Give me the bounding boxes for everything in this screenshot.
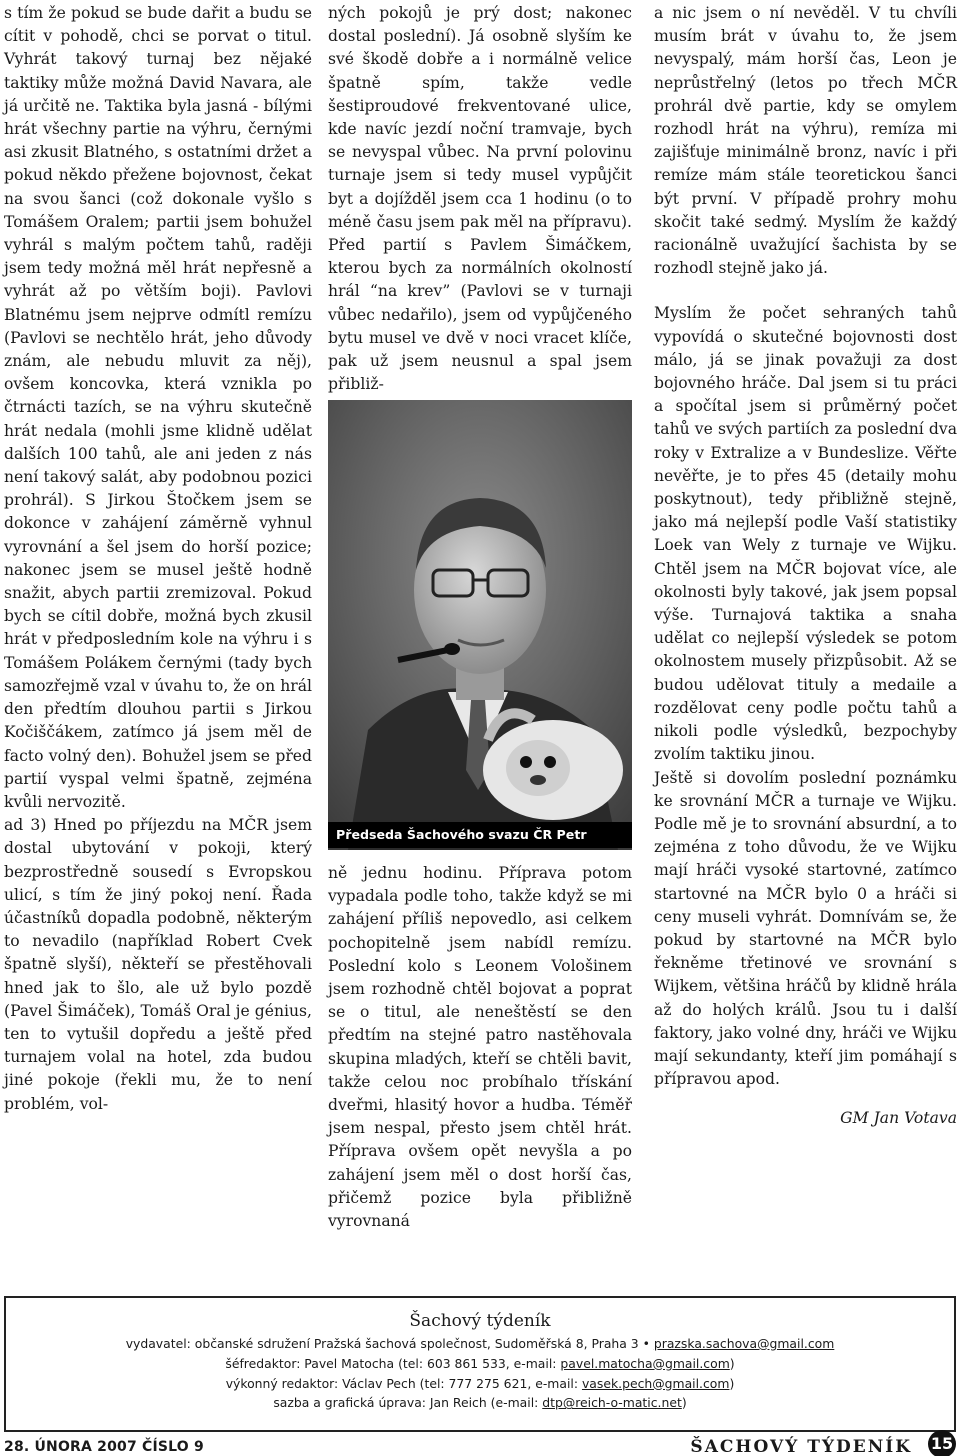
article-paragraph: ně jednu hodinu. Příprava potom vypadala podle toho, takže když se mi zahájení příliš nepovedlo, asi celkem pochopitelně jsem nabídl remízu. Poslední kolo s Leonem Vološinem jsem rozhodně chtěl bojovat a poprat se o titul, ale neneštěstí se den předtím na stejné patro nastěhovala skupina mladých, kteří se chtěli bavit, takže celou noc probíhalo třískání dveřmi, hlasitý hovor a hudba. Téměř jsem nespal, přesto jsem chtěl hrát. Příprava ovšem opět nevyšla a po zahájení jsem měl o dost horší čas, přičemž pozice byla přibližně vyrovnaná <box>328 864 632 1231</box>
typesetting-line <box>6 1393 954 1413</box>
author-signature: GM Jan Votava <box>840 1109 957 1128</box>
paren-close: ) <box>729 1355 735 1371</box>
publisher-line <box>6 1334 954 1354</box>
issue-date: 28. ÚNORA 2007 ČÍSLO 9 <box>4 1439 204 1455</box>
article-column-2-bottom <box>328 862 632 1262</box>
article-column-2-top <box>328 2 632 396</box>
executive-editor-line <box>6 1374 954 1394</box>
editor-email-link[interactable]: pavel.matocha@gmail.com <box>560 1355 730 1371</box>
portrait-photo <box>328 400 632 850</box>
portrait-illustration <box>328 400 632 850</box>
paren-close: ) <box>729 1375 735 1391</box>
paren-close: ) <box>681 1395 687 1411</box>
article-paragraph: Myslím že počet sehraných tahů vypovídá o skutečné bojovnosti dost málo, já se jinak považuji za dost bojovného hráče. Dal jsem si tu práci a spočítal jsem si průměrný počet tahů ve svých partiích za poslední dva roky v Extralize a v Bundeslize. Věřte nevěřte, je to přes 45 (detaily mohu poskytnout), tedy přibližně stejně, jako má nejlepší podle Vaší statistiky Loek van Wely z turnaje ve Wijku. Chtěl jsem na MČR bojovat více, ale okolnosti byly takové, jak jsem popsal výše. Turnajová taktika a snaha udělat co nejlepší výsledek se potom okolnostem musely přizpůsobit. Až se budou udělovat tituly a medaile a rozdělovat ceny podle počtu tahů a nikoli podle výsledků, bezpochyby zvolím taktiku jinou. <box>654 304 957 764</box>
article-paragraph: s tím že pokud se bude dařit a budu se cítit v pohodě, chci se porvat o titul. Vyhrát takový turnaj bez nějaké taktiky může možná David Navara, ale já určitě ne. Taktika byla jasná - bílými hrát všechny partie na výhru, černými asi zkusit Blatného, s ostatními držet a pokud někdo přežene bojovnost, čekat na svou šanci (což dokonale vyšlo s Tomášem Oralem; partii jsem bohužel vyhrál s malým počtem tahů, raději jsem tedy možná měl hrát nepřesně a vyhrát až po větším boji). Pavlovi Blatnému jsem nejprve odmítl remízu (Pavlovi se nechtělo hrát, jeho důvody znám, ale nebudu mluvit za něj), ovšem koncovka, která vznikla po čtrnácti tazích, se na výhru skutečně hrát nedala (mohli jsme klidně udělat dalších 100 tahů, ale ani jeden z nás není takový salát, aby podobnou pozici prohrál). S Jirkou Štočkem jsem se dokonce v zahájení záměrně vyhnul vyrovnání a šel jsem do horší pozice; nakonec jsem se musel ještě hodně snažit, abych partii zremizoval. Pokud bych se cítil dobře, možná bych zkusil hrát v předposledním kole na výhru i s Tomášem Polákem černými (tady bych samozřejmě vzal v úvahu to, že on hrál den předtím dlouhou partii s Jirkou Kočiščákem, zatímco já jsem měl de facto volný den). Bohužel jsem se před partií vyspal velmi špatně, zejména kvůli nervozitě. <box>4 4 312 811</box>
article-paragraph: ad 3) Hned po příjezdu na MČR jsem dostal ubytování v pokoji, který bezprostředně sousedí s Evropskou ulicí, s tím že jiný pokoj není. Řada účastníků dopadla podobně, některým to nevadilo (například Robert Cvek špatně slyší), někteří se přestěhovali hned jak to šlo, ale už bylo pozdě (Pavel Šimáček), Tomáš Oral je génius, ten to vytušil dopředu a ještě před turnajem volal na hotel, zda budou jiné pokoje (řekli mu, že to není problém, vol- <box>4 816 312 1113</box>
masthead-box <box>4 1296 956 1432</box>
article-paragraph: ných pokojů je prý dost; nakonec dostal poslední). Já osobně slyším ke své škodě dobře a i normálně velice špatně spím, takže vedle šestiproudové frekventované ulice, kde navíc jezdí noční tramvaje, bych se nevyspal vůbec. Na první polovinu turnaje jsem si tedy musel vypůjčit byt a dojížděl jsem cca 1 hodinu (o to méně času jsem pak měl na přípravu). Před partií s Pavlem Šimáčkem, kterou bych za normálních okolností hrál “na krev” (Pavlovi se v turnaji vůbec nedařilo), jsem od vypůjčeného bytu musel ve dvě v noci vracet klíče, pak už jsem neusnul a spal jsem přibliž- <box>328 4 632 394</box>
article-column-1 <box>4 2 312 1264</box>
editor-text: šéfredaktor: Pavel Matocha (tel: 603 861 533, e-mail: <box>225 1355 561 1371</box>
publication-brand: ŠACHOVÝ TÝDENÍK <box>690 1437 912 1456</box>
article-paragraph: a nic jsem o ní nevěděl. V tu chvíli musím brát v úvahu to, že jsem nevyspalý, mám horší čas, Leon je neprůstřelný (letos po třech MČR prohrál dvě partie, kdy se omylem rozhodl hrát na výhru), remíza mi zajišťuje minimálně bronz, navíc i při remíze mám stále teoretickou šanci být první. V případě prohry mohu skočit také sedmý. Myslím že každý racionálně uvažující šachista by se rozhodl stejně jako já. <box>654 4 957 278</box>
publisher-text: vydavatel: občanské sdružení Pražská šachová společnost, Sudoměřská 8, Praha 3 • <box>125 1336 654 1351</box>
typesetting-text: sazba a grafická úprava: Jan Reich (e-mail: <box>273 1395 543 1411</box>
page-number-badge: 15 <box>928 1430 956 1456</box>
masthead-title: Šachový týdeník <box>409 1311 551 1331</box>
page-footer-bar <box>0 1436 960 1456</box>
editor-in-chief-line <box>6 1354 954 1374</box>
exec-editor-text: výkonný redaktor: Václav Pech (tel: 777 275 621, e-mail: <box>225 1375 582 1391</box>
typesetting-email-link[interactable]: dtp@reich-o-matic.net <box>542 1395 682 1411</box>
exec-editor-email-link[interactable]: vasek.pech@gmail.com <box>581 1375 730 1391</box>
article-paragraph: Ještě si dovolím poslední poznámku ke srovnání MČR a turnaje ve Wijku. Podle mě je to srovnání absurdní, a to zejména z toho důvodu, že ve Wijku mají hráči vysoké startovné, zatímco startovné na MČR bylo 0 a hráči si ceny museli vyhrát. Domnívám se, že pokud by startovné na MČR bylo řekněme třetinové ve srovnání s Wijkem, většina hráčů by klidně hrála až do holých králů. Jsou tu i další faktory, jako volné dny, hráči ve Wijku mají sekundanty, kteří jim pomáhají s přípravou apod. <box>654 768 957 1089</box>
publisher-email-link[interactable]: prazska.sachova@gmail.com <box>653 1336 835 1351</box>
article-column-3 <box>654 2 957 1131</box>
photo-caption: Předseda Šachového svazu ČR Petr Herejk <box>328 822 632 848</box>
